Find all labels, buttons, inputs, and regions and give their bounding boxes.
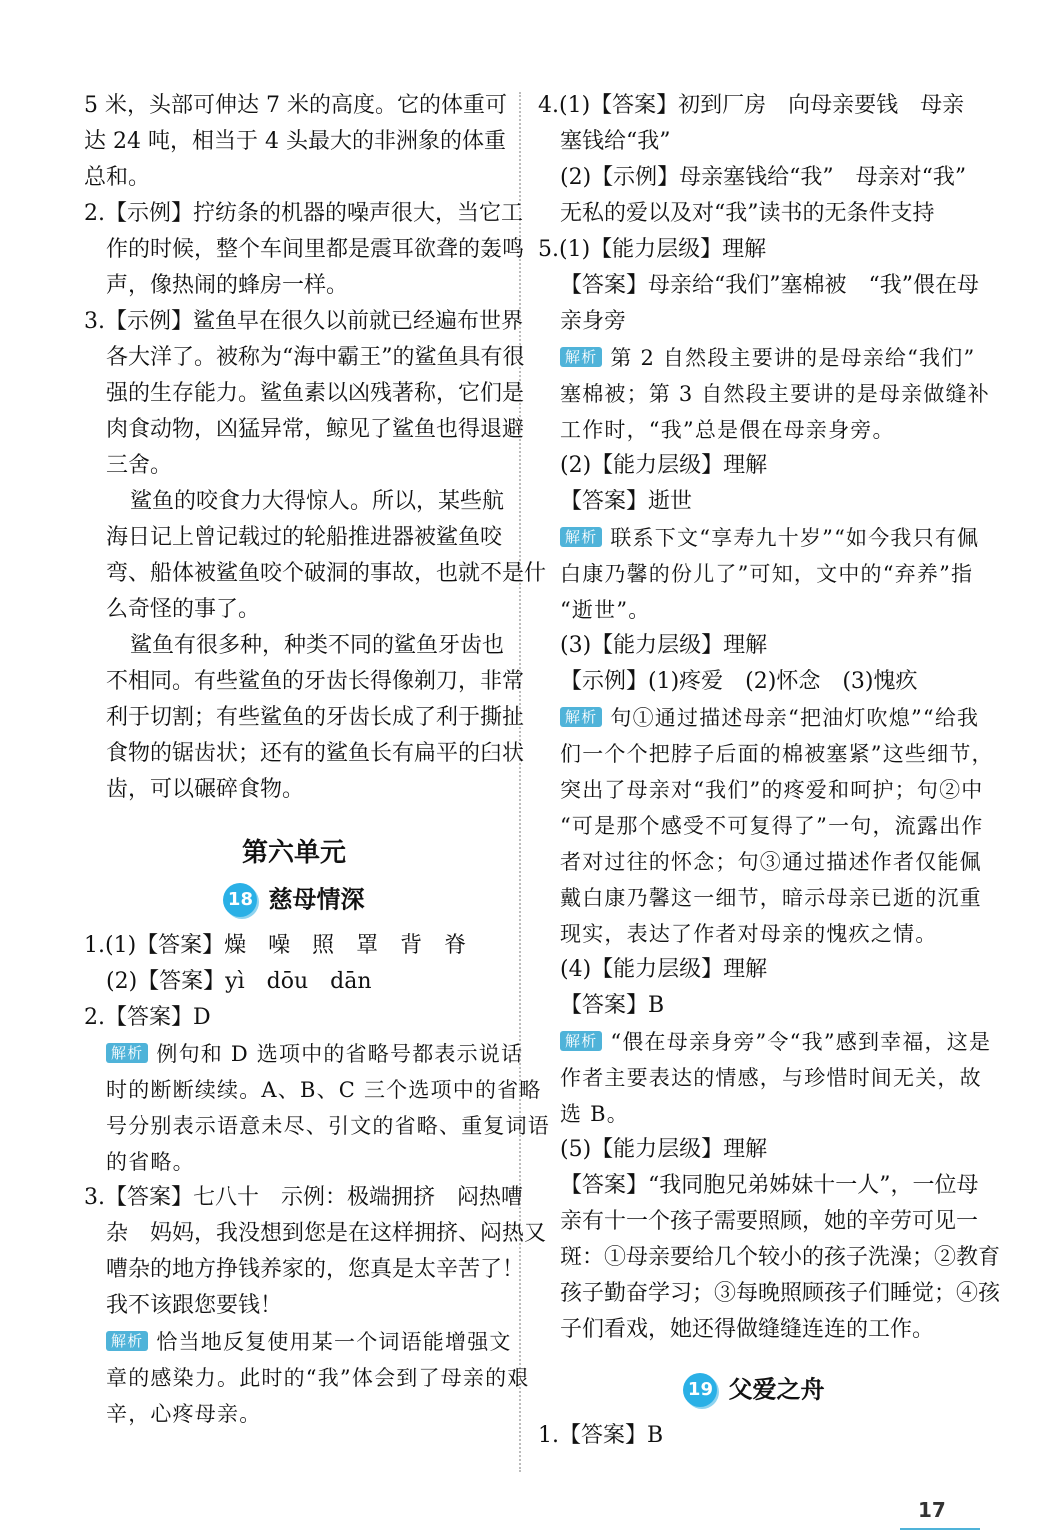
page-number: 17 [918,1498,946,1522]
analysis-line: 白康乃馨的份儿了”可知，文中的“弃养”指 [560,562,974,586]
lesson-title: 慈母情深 [268,885,365,914]
text-line: 鲨鱼有很多种，种类不同的鲨鱼牙齿也 [130,633,505,658]
answer-line: 【答案】B [560,993,665,1018]
text-line: 声，像热闹的蜂房一样。 [106,273,349,298]
analysis-line: 塞棉被；第 3 自然段主要讲的是母亲做缝补 [560,382,990,406]
answer-line: 孩子勤奋学习；③每晚照顾孩子们睡觉；④孩 [560,1281,1001,1306]
analysis-line: 突出了母亲对“我们”的疼爱和呵护；句②中 [560,778,984,802]
lesson-heading [538,1366,970,1412]
analysis-line: 们一个个把脖子后面的棉被塞紧”这些细节， [560,742,994,766]
text-line: 食物的锯齿状；还有的鲨鱼长有扁平的臼状 [106,741,525,766]
analysis-line: 时的断断续续。A、B、C 三个选项中的省略 [106,1078,542,1102]
answer-line: 我不该跟您要钱！ [106,1293,283,1318]
text-line: 不相同。有些鲨鱼的牙齿长得像剃刀，非常 [106,669,525,694]
answer-line: 2.【示例】拧纺条的机器的噪声很大，当它工 [84,201,523,226]
text-line: 达 24 吨，相当于 4 头最大的非洲象的体重 [84,129,506,154]
analysis-line: 辛，心疼母亲。 [106,1402,262,1426]
analysis-line: 解析 第 2 自然段主要讲的是母亲给“我们” [538,340,970,376]
answer-line: 3.【答案】七八十 示例：极端拥挤 闷热嘈 [84,1185,523,1210]
text-line: 作的时候，整个车间里都是震耳欲聋的轰鸣 [106,237,525,262]
text-line: 海日记上曾记载过的轮船推进器被鲨鱼咬 [106,525,503,550]
analysis-line: 的省略。 [106,1150,195,1174]
answer-line: 1.(1)【答案】燥 噪 照 罩 背 脊 [84,933,467,958]
spacer [538,1348,970,1366]
analysis-line: 现实，表达了作者对母亲的愧疚之情。 [560,922,938,946]
analysis-line: “逝世”。 [560,598,651,622]
text-line: 弯、船体被鲨鱼咬个破洞的事故，也就不是什 [106,561,547,586]
text-line: 鲨鱼的咬食力大得惊人。所以，某些航 [130,489,505,514]
page-number-underline [900,1528,980,1530]
lesson-title: 父爱之舟 [728,1375,825,1404]
analysis-badge: 解析 [560,527,602,547]
analysis-line: “可是那个感受不可复得了”一句，流露出作 [560,814,984,838]
analysis-line: 解析 句①通过描述母亲“把油灯吹熄”“给我 [538,700,970,736]
answer-line: 子们看戏，她还得做缝缝连连的工作。 [560,1317,935,1342]
analysis-line: 解析 恰当地反复使用某一个词语能增强文 [84,1324,504,1360]
answer-line: 嘈杂的地方挣钱养家的，您真是太辛苦了！ [106,1257,525,1282]
answer-line: 斑：①母亲要给几个较小的孩子洗澡；②教育 [560,1245,1001,1270]
analysis-badge: 解析 [106,1043,148,1063]
analysis-line: 选 B。 [560,1102,629,1126]
analysis-line: 解析 联系下文“享寿九十岁”“如今我只有佩 [538,520,970,556]
answer-line: 【示例】(1)疼爱 (2)怀念 (3)愧疚 [560,669,918,694]
analysis-line: 工作时，“我”总是偎在母亲身旁。 [560,418,895,442]
answer-line: (2)【示例】母亲塞钱给“我” 母亲对“我” [560,165,967,190]
text-line: 5 米，头部可伸达 7 米的高度。它的体重可 [84,93,507,118]
left-column [84,88,550,1432]
answer-line: 【答案】逝世 [560,489,693,514]
text-line: 强的生存能力。鲨鱼素以凶残著称，它们是 [106,381,525,406]
answer-line: 3.【示例】鲨鱼早在很久以前就已经遍布世界 [84,309,523,334]
answer-line: 【答案】母亲给“我们”塞棉被 “我”偎在母 [560,273,979,298]
analysis-line: 号分别表示语意未尽、引文的省略、重复词语 [106,1114,550,1138]
answer-line: 亲身旁 [560,309,627,334]
answer-line: (2)【能力层级】理解 [560,453,768,478]
answer-line: 4.(1)【答案】初到厂房 向母亲要钱 母亲 [538,93,965,118]
answer-line: (2)【答案】yì dōu dān [106,969,372,994]
text-line: 总和。 [84,165,151,190]
answer-line: 5.(1)【能力层级】理解 [538,237,767,262]
text-line: 利于切割；有些鲨鱼的牙齿长成了利于撕扯 [106,705,525,730]
analysis-line: 作者主要表达的情感，与珍惜时间无关，故 [560,1066,982,1090]
text-line: 么奇怪的事了。 [106,597,261,622]
lesson-number-badge: 18 [223,883,257,917]
answer-line: 杂 妈妈，我没想到您是在这样拥挤、闷热又 [106,1221,547,1246]
answer-line: 塞钱给“我” [560,129,671,154]
lesson-number-badge: 19 [683,1373,717,1407]
analysis-line: 解析 例句和 D 选项中的省略号都表示说话 [84,1036,504,1072]
text-line: 三舍。 [106,453,173,478]
answer-line: 2.【答案】D [84,1005,211,1030]
answer-line: (3)【能力层级】理解 [560,633,768,658]
analysis-badge: 解析 [560,707,602,727]
analysis-line: 解析 “偎在母亲身旁”令“我”感到幸福，这是 [538,1024,970,1060]
analysis-line: 者对过往的怀念；句③通过描述作者仅能佩 [560,850,982,874]
text-line: 齿，可以碾碎食物。 [106,777,305,802]
analysis-badge: 解析 [106,1331,148,1351]
answer-line: 【答案】“我同胞兄弟姊妹十一人”，一位母 [560,1173,979,1198]
answer-line: 1.【答案】B [538,1423,664,1448]
lesson-heading [84,876,504,922]
answer-line: 无私的爱以及对“我”读书的无条件支持 [560,201,935,226]
text-line: 肉食动物，凶猛异常，鲸见了鲨鱼也得退避 [106,417,525,442]
analysis-line: 戴白康乃馨这一细节，暗示母亲已逝的沉重 [560,886,982,910]
unit-title: 第六单元 [241,838,346,868]
text-line: 各大洋了。被称为“海中霸王”的鲨鱼具有很 [106,345,525,370]
answer-line: (5)【能力层级】理解 [560,1137,768,1162]
right-column [538,88,1001,1454]
answer-line: 亲有十一个孩子需要照顾，她的辛劳可见一 [560,1209,979,1234]
analysis-badge: 解析 [560,347,602,367]
answer-line: (4)【能力层级】理解 [560,957,768,982]
analysis-line: 章的感染力。此时的“我”体会到了母亲的艰 [106,1366,530,1390]
analysis-badge: 解析 [560,1031,602,1051]
